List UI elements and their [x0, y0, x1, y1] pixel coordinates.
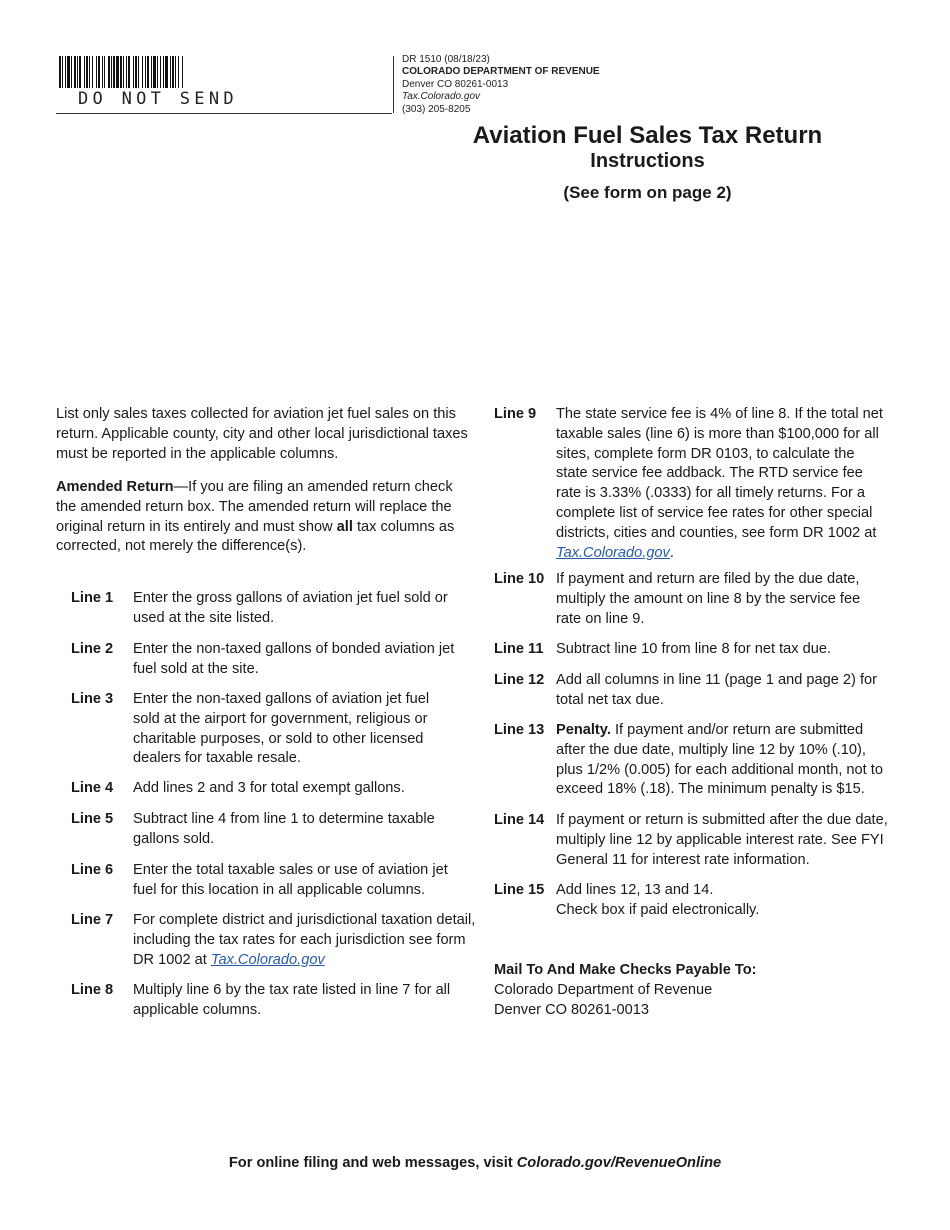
amended-text-1: If you are filing an amended return check the amended return box. The amended return will replace the original return in its entirely and must show	[56, 479, 453, 535]
line-label: Line 5	[71, 811, 114, 827]
amended-label: Amended Return	[56, 479, 174, 495]
mail-heading: Mail To And Make Checks Payable To:	[494, 962, 757, 978]
barcode-bar	[98, 56, 100, 88]
see-form-note: (See form on page 2)	[563, 183, 732, 202]
line-text: Subtract line 4 from line 1 to determine taxable gallons sold.	[133, 811, 435, 847]
barcode-bar	[165, 56, 168, 88]
barcode-bar	[163, 56, 164, 88]
line-text: Subtract line 10 from line 8 for net tax due.	[556, 641, 832, 657]
line-text-body: If payment and/or return are submitted after the due date, multiply line 12 by 10% (.10), plus 1/2% (0.005) for each additional month, not to exceed 18% (.18). The minimum penalty is $15.	[556, 722, 883, 798]
barcode-bar	[172, 56, 174, 88]
barcode-bar	[102, 56, 103, 88]
barcode-bar	[62, 56, 63, 88]
line-label: Line 4	[71, 780, 114, 796]
barcode-bar	[71, 56, 72, 88]
barcode-bar	[67, 56, 70, 88]
line-label: Line 8	[71, 982, 114, 998]
barcode-bar	[178, 56, 179, 88]
tax-colorado-link[interactable]: Tax.Colorado.gov	[556, 544, 670, 561]
line-label: Line 6	[71, 862, 114, 878]
barcode-bar	[135, 56, 137, 88]
barcode-image	[59, 56, 279, 90]
barcode-bar	[86, 56, 88, 88]
barcode-bar	[120, 56, 122, 88]
line-text-body: The state service fee is 4% of line 8. If the total net taxable sales (line 6) is more than $100,000 for all sites, complete form DR 0103, to calculate the state service fee addback. The RTD service fee rate is 3.33% (.0333) for all timely returns. For a complete list of service fee rates for other special districts, cities and counties, see form DR 1002 at	[556, 406, 883, 541]
mail-name: Colorado Department of Revenue	[494, 981, 713, 998]
barcode-bar	[111, 56, 112, 88]
tax-colorado-link[interactable]: Tax.Colorado.gov	[210, 951, 325, 968]
barcode-bar	[123, 56, 124, 88]
line-text	[556, 881, 888, 921]
mail-address: Denver CO 80261-0013	[494, 1001, 649, 1018]
barcode-bar	[142, 56, 143, 88]
footer	[0, 1155, 950, 1171]
line-label: Line 13	[494, 722, 545, 738]
department-phone: (303) 205-8205	[402, 103, 471, 115]
line-label: Line 11	[494, 641, 544, 657]
page-subtitle: Instructions	[590, 150, 705, 172]
barcode-bar	[104, 56, 105, 88]
barcode-bar	[133, 56, 134, 88]
amended-bold: all	[336, 518, 353, 535]
line-text: If payment and return are filed by the due date, multiply the amount on line 8 by the service fee rate on line 9.	[556, 571, 861, 627]
line-label: Line 3	[71, 691, 114, 707]
penalty-lead: Penalty.	[556, 722, 611, 738]
barcode-bar	[59, 56, 61, 88]
line-text: Multiply line 6 by the tax rate listed in line 7 for all applicable columns.	[133, 982, 451, 1018]
barcode-bar	[170, 56, 171, 88]
line-label: Line 14	[494, 812, 545, 828]
header-info	[402, 54, 600, 116]
line-label: Line 12	[494, 672, 545, 688]
barcode-block	[56, 56, 392, 114]
barcode-bar	[182, 56, 183, 88]
line-text-body: For complete district and jurisdictional taxation detail, including the tax rates for each jurisdiction see form DR 1002 at	[133, 912, 476, 968]
line-text	[556, 405, 888, 563]
barcode-bar	[126, 56, 127, 88]
line-text: Add lines 2 and 3 for total exempt gallons.	[133, 780, 405, 796]
line-text-end: .	[669, 544, 674, 561]
line-text: If payment or return is submitted after the due date, multiply line 12 by applicable interest rate. See FYI General 11 for interest rate information.	[556, 812, 888, 868]
barcode-bar	[116, 56, 119, 88]
barcode-bar	[128, 56, 130, 88]
line-text: Enter the total taxable sales or use of aviation jet fuel for this location in all applicable columns.	[133, 862, 448, 898]
line-label: Line 7	[71, 912, 114, 928]
form-number: DR 1510 (08/18/23)	[402, 54, 490, 65]
intro-paragraph	[56, 405, 476, 464]
department-website: Tax.Colorado.gov	[402, 91, 481, 103]
barcode-bar	[89, 56, 90, 88]
barcode-bar	[92, 56, 93, 88]
line-text	[556, 721, 896, 800]
line-text: Enter the non-taxed gallons of bonded aviation jet fuel sold at the site.	[133, 641, 455, 677]
barcode-bar	[147, 56, 149, 88]
barcode-bar	[79, 56, 81, 88]
revenue-online-link[interactable]: Colorado.gov/RevenueOnline	[516, 1155, 722, 1171]
barcode-bar	[84, 56, 85, 88]
page-title: Aviation Fuel Sales Tax Return	[472, 122, 823, 149]
intro-text: List only sales taxes collected for aviation jet fuel sales on this return. Applicable county, city and other local jurisdictional taxes must be reported in the applicable columns.	[56, 406, 468, 462]
barcode-bar	[65, 56, 66, 88]
barcode-bar	[157, 56, 158, 88]
barcode-bar	[77, 56, 78, 88]
barcode-bar	[113, 56, 115, 88]
line-label: Line 1	[71, 590, 114, 606]
line-text: Enter the gross gallons of aviation jet fuel sold or used at the site listed.	[133, 590, 448, 626]
line-text: Add all columns in line 11 (page 1 and page 2) for total net tax due.	[556, 672, 877, 708]
department-address: Denver CO 80261-0013	[402, 78, 509, 90]
line-text: Enter the non-taxed gallons of aviation jet fuel sold at the airport for government, religious or charitable purposes, or sold to other licensed dealers for taxable resale.	[133, 691, 430, 767]
barcode-bar	[145, 56, 146, 88]
barcode-bar	[74, 56, 76, 88]
amended-dash: —	[173, 479, 189, 495]
amended-text-2: tax columns as corrected, not merely the difference(s).	[56, 518, 455, 555]
mail-block	[494, 961, 894, 1020]
barcode-caption: DO NOT SEND	[78, 89, 238, 109]
line-text	[133, 911, 478, 970]
header-divider	[393, 56, 394, 113]
line-label: Line 10	[494, 571, 545, 587]
amended-return-paragraph	[56, 478, 476, 557]
barcode-bar	[96, 56, 97, 88]
barcode-bar	[138, 56, 139, 88]
barcode-bar	[175, 56, 176, 88]
barcode-bar	[160, 56, 161, 88]
line-text-second: Check box if paid electronically.	[556, 901, 760, 918]
barcode-bar	[151, 56, 152, 88]
department-name: COLORADO DEPARTMENT OF REVENUE	[402, 66, 600, 78]
line-text-body: Add lines 12, 13 and 14.	[556, 882, 714, 898]
barcode-bar	[108, 56, 110, 88]
footer-text: For online filing and web messages, visit	[228, 1155, 517, 1171]
line-label: Line 2	[71, 641, 114, 657]
barcode-bar	[153, 56, 156, 88]
line-label: Line 15	[494, 882, 545, 898]
line-label: Line 9	[494, 406, 537, 422]
